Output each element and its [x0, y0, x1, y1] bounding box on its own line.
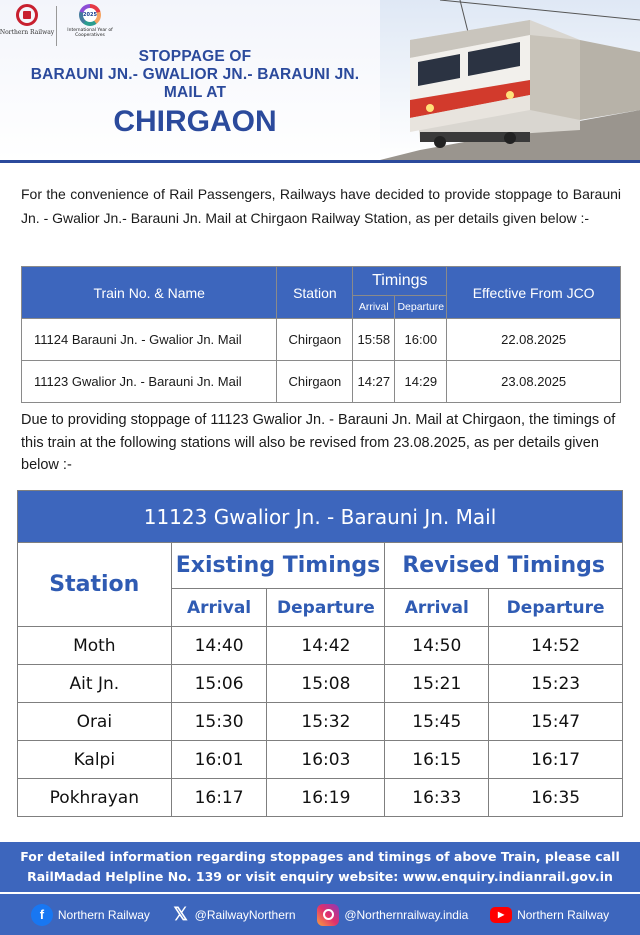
coop-year: 2025: [83, 8, 97, 22]
social-label: Northern Railway: [57, 907, 150, 922]
table-row: [18, 741, 623, 779]
existing-departure: 16:19: [267, 779, 385, 817]
header-station: Station: [18, 543, 172, 627]
table-row: [22, 319, 621, 361]
table-row: [18, 627, 623, 665]
logos: [0, 4, 115, 46]
youtube-icon: ▶: [490, 907, 512, 923]
revised-timings-table: [17, 490, 623, 817]
station-name: Ait Jn.: [18, 665, 172, 703]
effective-date: 22.08.2025: [447, 319, 621, 361]
title-station: CHIRGAON: [113, 105, 277, 138]
revised-arrival: 15:45: [385, 703, 489, 741]
station-name: Kalpi: [18, 741, 172, 779]
social-facebook[interactable]: [31, 904, 150, 926]
train-name: 11124 Barauni Jn. - Gwalior Jn. Mail: [22, 319, 277, 361]
social-instagram[interactable]: [317, 904, 468, 926]
table-banner: 11123 Gwalior Jn. - Barauni Jn. Mail: [18, 491, 623, 543]
cooperatives-logo: [65, 4, 115, 39]
table-row: [18, 779, 623, 817]
table-row: [22, 361, 621, 403]
effective-date: 23.08.2025: [447, 361, 621, 403]
social-youtube[interactable]: [490, 907, 609, 923]
revised-arrival: 14:50: [385, 627, 489, 665]
intro-paragraph: For the convenience of Rail Passengers, Railways have decided to provide stoppage to Barauni Jn. - Gwalior Jn.- Barauni Jn. Mail at Chirgaon Railway Station, as per details given below :-: [21, 186, 621, 226]
northern-railway-logo: [0, 4, 55, 46]
revised-arrival: 15:21: [385, 665, 489, 703]
departure: 14:29: [395, 361, 447, 403]
social-label: @Northernrailway.india: [344, 907, 469, 922]
header-arrival: Arrival: [353, 296, 395, 319]
existing-departure: 15:32: [267, 703, 385, 741]
existing-arrival: 14:40: [171, 627, 267, 665]
revised-departure: 15:23: [489, 665, 623, 703]
social-label: @RailwayNorthern: [194, 907, 296, 922]
cooperatives-ring-icon: [79, 4, 101, 26]
arrival: 15:58: [353, 319, 395, 361]
header-effective: Effective From JCO: [447, 267, 621, 319]
header-departure: Departure: [395, 296, 447, 319]
header-revised-timings: Revised Timings: [385, 543, 623, 589]
revised-departure: 16:17: [489, 741, 623, 779]
revised-arrival: 16:15: [385, 741, 489, 779]
revised-departure: 15:47: [489, 703, 623, 741]
social-links: [0, 892, 640, 935]
station: Chirgaon: [277, 319, 353, 361]
header-existing-departure: Departure: [267, 589, 385, 627]
table-row: [18, 665, 623, 703]
station-name: Moth: [18, 627, 172, 665]
title-line-3: MAIL AT: [163, 84, 227, 101]
railway-emblem-icon: [16, 4, 38, 26]
header-timings: Timings: [353, 267, 447, 296]
departure: 16:00: [395, 319, 447, 361]
footer-line-1: For detailed information regarding stoppages and timings of above Train, please call: [20, 849, 620, 864]
footer-info: [0, 842, 640, 892]
station-name: Pokhrayan: [18, 779, 172, 817]
existing-arrival: 16:17: [171, 779, 267, 817]
table-row: [18, 703, 623, 741]
social-x[interactable]: [172, 904, 296, 926]
stoppage-table: [21, 266, 621, 403]
page-title: [0, 48, 390, 140]
station-name: Orai: [18, 703, 172, 741]
title-line-1: STOPPAGE OF: [138, 48, 252, 65]
station: Chirgaon: [277, 361, 353, 403]
existing-arrival: 15:30: [171, 703, 267, 741]
footer-line-2[interactable]: RailMadad Helpline No. 139 or visit enquiry website: www.enquiry.indianrail.gov.in: [27, 869, 613, 884]
header-existing-arrival: Arrival: [171, 589, 267, 627]
revision-note: Due to providing stoppage of 11123 Gwalior Jn. - Barauni Jn. Mail at Chirgaon, the timings of this train at the following stations will also be revised from 23.08.2025, as per details given below :-: [21, 412, 616, 473]
logo-divider: [56, 6, 57, 46]
header-station: Station: [277, 267, 353, 319]
revised-departure: 14:52: [489, 627, 623, 665]
coop-logo-text: International Year of Cooperatives: [67, 28, 113, 38]
header-revised-departure: Departure: [489, 589, 623, 627]
existing-departure: 15:08: [267, 665, 385, 703]
header-train: Train No. & Name: [22, 267, 277, 319]
locomotive-illustration: [380, 0, 640, 160]
social-label: Northern Railway: [517, 907, 610, 922]
existing-arrival: 15:06: [171, 665, 267, 703]
train-name: 11123 Gwalior Jn. - Barauni Jn. Mail: [22, 361, 277, 403]
existing-departure: 16:03: [267, 741, 385, 779]
arrival: 14:27: [353, 361, 395, 403]
header: [0, 0, 640, 160]
x-icon: 𝕏: [173, 904, 188, 924]
revised-arrival: 16:33: [385, 779, 489, 817]
header-divider: [0, 160, 640, 163]
revised-timings-section: [17, 490, 623, 817]
title-line-2: BARAUNI JN.- GWALIOR JN.- BARAUNI JN.: [30, 66, 360, 83]
header-revised-arrival: Arrival: [385, 589, 489, 627]
org-name: Northern Railway: [0, 29, 55, 36]
revised-departure: 16:35: [489, 779, 623, 817]
header-existing-timings: Existing Timings: [171, 543, 385, 589]
instagram-icon: [317, 904, 339, 926]
facebook-icon: f: [31, 904, 53, 926]
existing-arrival: 16:01: [171, 741, 267, 779]
existing-departure: 14:42: [267, 627, 385, 665]
